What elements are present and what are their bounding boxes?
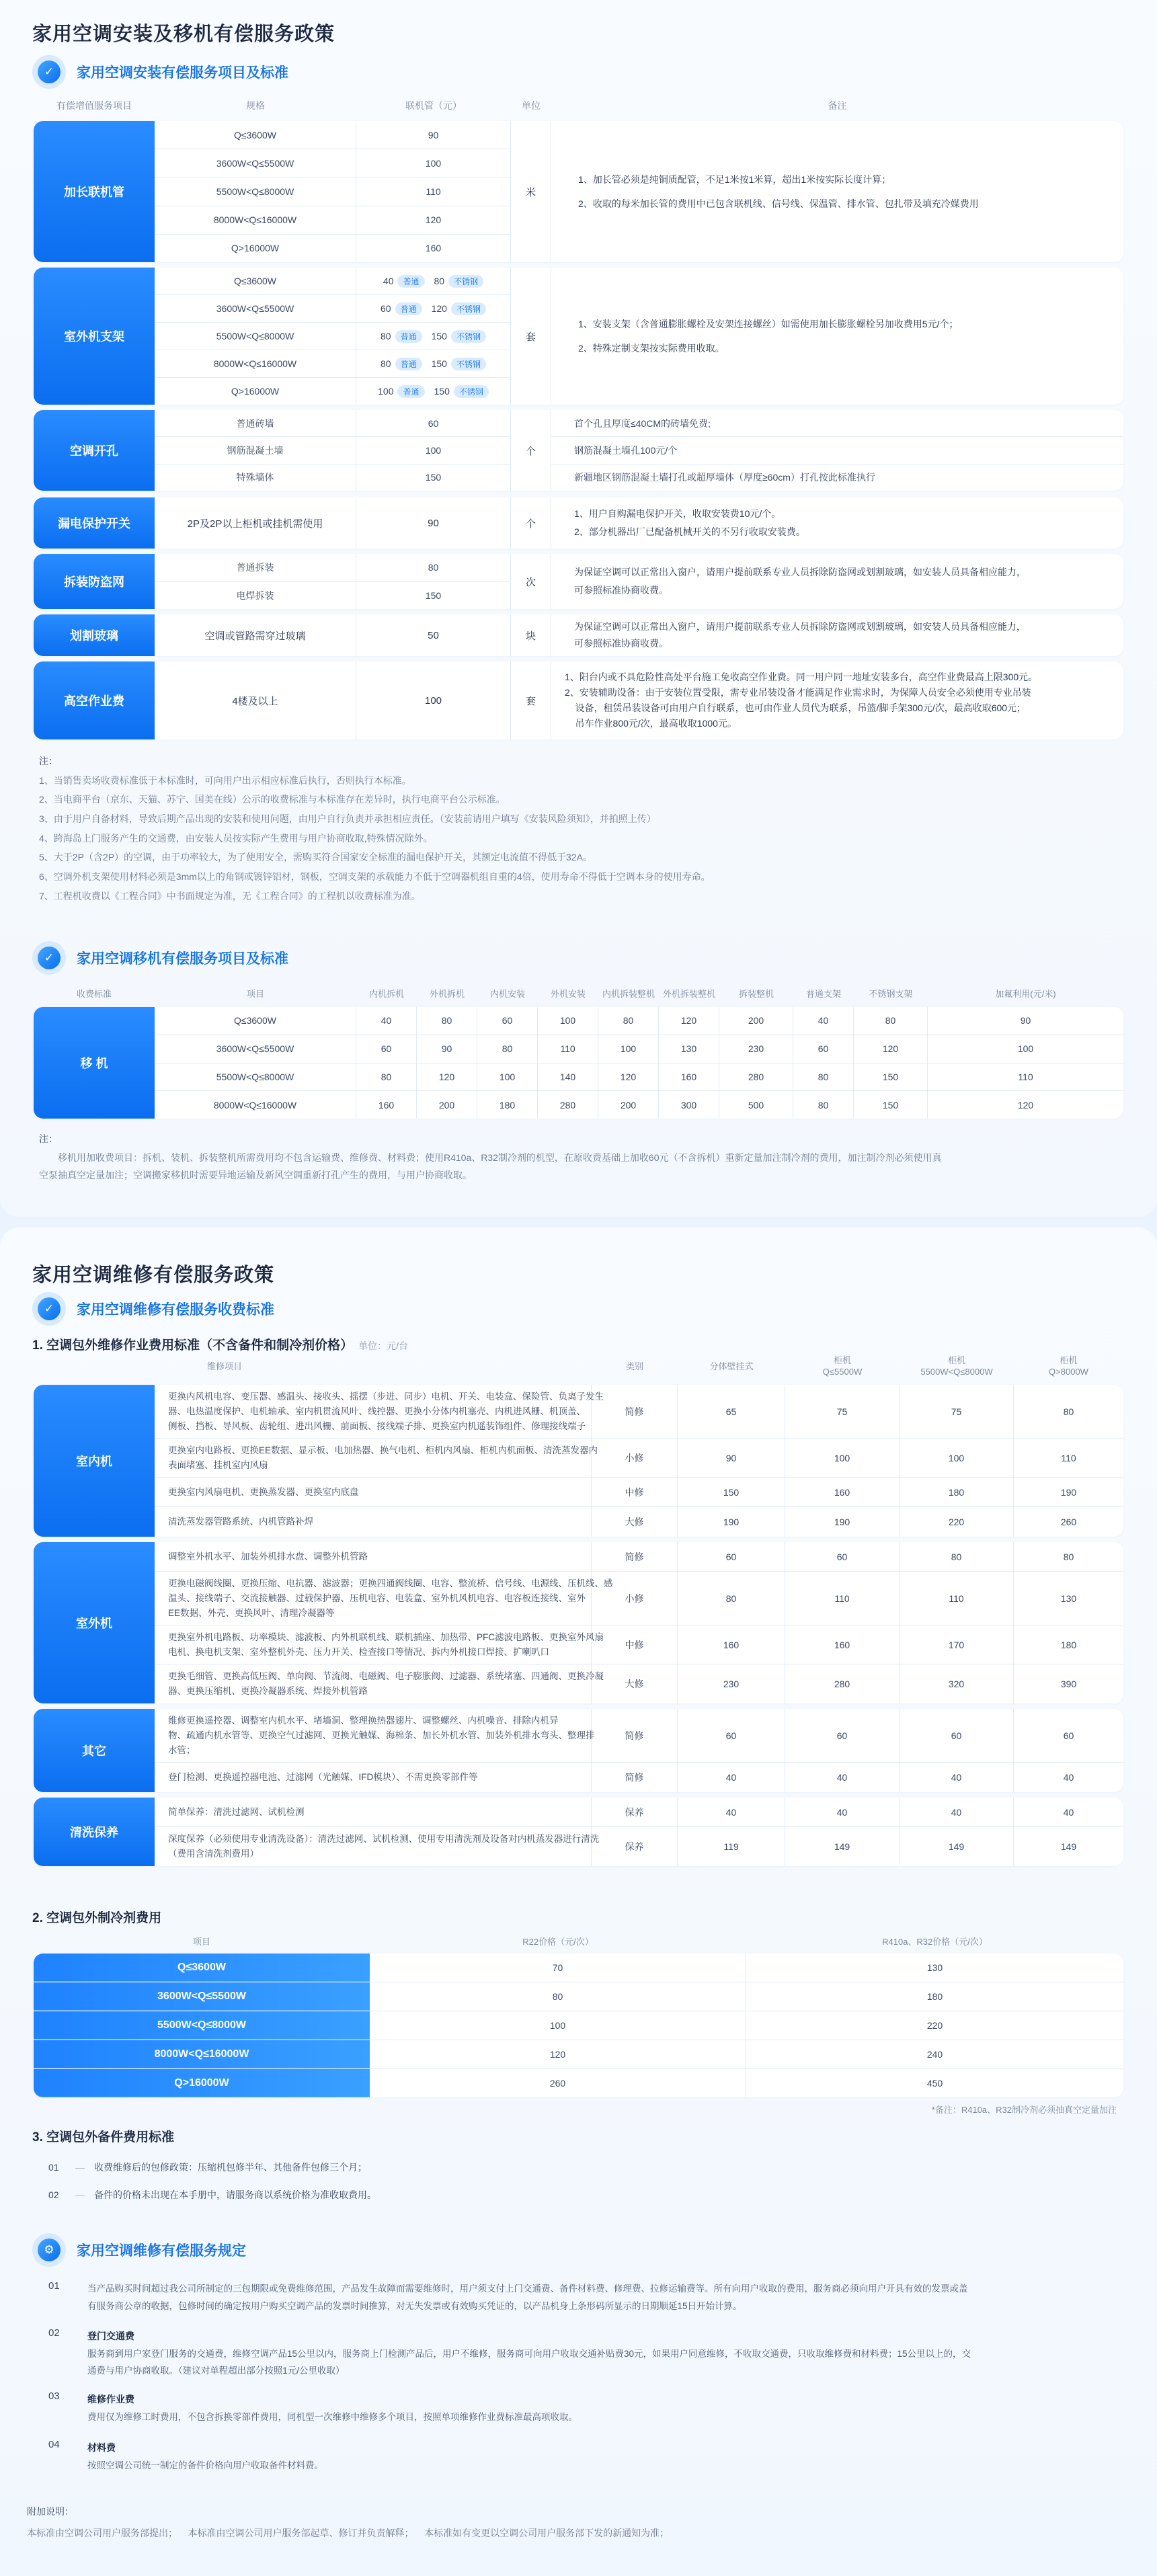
repair-sub3-title: 3. 空调包外备件费用标准 [32, 2130, 175, 2144]
bracket-price-normal: 80 [381, 331, 391, 341]
bracket-row [155, 378, 511, 405]
move-cell: 120 [598, 1063, 659, 1091]
move-cell: 60 [356, 1035, 417, 1063]
move-cell: 100 [477, 1063, 538, 1091]
rule-number: 03 [48, 2390, 60, 2402]
refrigerant-spec: 3600W<Q≤5500W [34, 1982, 370, 2011]
move-cell: 40 [793, 1007, 854, 1035]
repair-row [155, 1478, 1123, 1507]
repair-price: 40 [785, 1798, 900, 1826]
tag-normal: 普通 [397, 275, 424, 288]
refrigerant-r22: 260 [370, 2069, 746, 2097]
repair-price: 180 [1060, 1639, 1077, 1650]
rule-line: 当产品购买时间超过我公司所制定的三包期限或免费维修范围，产品发生故障而需要维修时，用户须支付上门交通费、备件材料费、修理费、拉修运输费等。所有向用户收取的费用，服务商必须向用户开具有效的发票或盖 [87, 2284, 968, 2294]
repair-price: 160 [785, 1625, 900, 1664]
repair-price: 60 [1063, 1730, 1074, 1741]
refrigerant-spec: Q>16000W [34, 2069, 370, 2097]
bracket-spec: 5500W<Q≤8000W [155, 323, 356, 350]
rule-item [48, 2280, 1124, 2315]
repair-item-line: 温头、接线端子、交流接触器、过载保护器、压机电容、电装盒、室外机风机电容、电容板连接线、室外 [168, 1593, 586, 1603]
repair-item [155, 1798, 592, 1826]
move-cell: 200 [598, 1091, 659, 1119]
repair-category: 保养 [592, 1798, 678, 1826]
repair-item [155, 1625, 604, 1664]
rule-title: 材料费 [87, 2442, 116, 2453]
refrigerant-row [34, 1982, 1123, 2011]
repair-price: 40 [1063, 1806, 1074, 1818]
tag-steel: 不锈钢 [454, 385, 489, 398]
bracket-price-steel: 150 [431, 331, 447, 341]
move-cell: 180 [477, 1091, 538, 1119]
repair-price: 190 [678, 1507, 785, 1537]
move-header-cell: 普通支架 [805, 988, 841, 999]
repair-price: 190 [785, 1507, 900, 1537]
move-header-cell: 外机安装 [550, 988, 586, 999]
move-cell: 5500W<Q≤8000W [155, 1063, 356, 1091]
repair-item-line: 更换电磁阀线圈、更换压缩、电抗器、滤波器；更换四通阀线圈、电容、整流桥、信号线、电源线、压机线、感 [168, 1578, 613, 1588]
install-table-header: 有偿增值服务项目 规格 联机管（元） 单位 备注 [56, 100, 847, 111]
repair-item [155, 1664, 604, 1703]
repair-item [155, 1385, 604, 1438]
bracket-row [155, 295, 511, 323]
move-cell: 280 [719, 1063, 793, 1091]
move-cell: 120 [1017, 1099, 1034, 1111]
move-cell: 140 [538, 1063, 598, 1091]
move-cell: 60 [477, 1007, 538, 1035]
move-cell: 100 [1017, 1043, 1034, 1055]
repair-item-line: 调整室外机水平、加装外机排水盘、调整外机管路 [168, 1551, 368, 1562]
repair-price: 40 [900, 1798, 1014, 1826]
move-cell: 100 [538, 1007, 598, 1035]
move-cell: 120 [659, 1007, 719, 1035]
repair-item-line: 更换室外机电路板、功率模块、滤波板、内外机联机线、联机插座、加热带、PFC滤波电路板、更换室外风扇 [168, 1632, 604, 1642]
refrigerant-row [34, 1954, 1123, 1982]
repair-price: 80 [900, 1542, 1014, 1571]
repair-item [155, 1709, 595, 1762]
bracket-spec: 8000W<Q≤16000W [155, 350, 356, 377]
repair-row [155, 1507, 1123, 1537]
repair-row [155, 1664, 1123, 1703]
repair-price: 119 [678, 1827, 785, 1866]
repair-item [155, 1572, 613, 1625]
refrigerant-spec: 8000W<Q≤16000W [34, 2040, 370, 2068]
repair-item-line: 清洗蒸发器管路系统、内机管路补焊 [168, 1517, 313, 1527]
repair-price: 75 [900, 1385, 1014, 1438]
refrigerant-row [34, 2011, 1123, 2040]
repair-price: 160 [785, 1478, 900, 1506]
repair-price: 149 [785, 1827, 900, 1866]
repair-group-label: 室内机 [34, 1385, 155, 1537]
move-cell: 130 [659, 1035, 719, 1063]
repair-price: 150 [678, 1478, 785, 1506]
refrigerant-r410: 220 [926, 2020, 943, 2031]
repair-price: 180 [900, 1478, 1014, 1506]
repair-row [155, 1798, 1123, 1827]
repair-group [34, 1542, 1123, 1703]
move-table-header [34, 983, 1123, 1003]
repair-price: 90 [678, 1439, 785, 1477]
repair-item-line: 器、更换压缩机、更换冷凝器系统、焊接外机管路 [168, 1686, 368, 1696]
repair-row [155, 1827, 1123, 1866]
tag-steel: 不锈钢 [451, 330, 486, 343]
repair-row [155, 1542, 1123, 1572]
refrigerant-table [34, 1954, 1123, 2097]
rule-item [48, 2439, 1124, 2474]
repair-price: 100 [900, 1439, 1014, 1477]
repair-title: 家用空调维修有偿服务政策 [32, 1264, 275, 1286]
rule-line: 通费与用户协商收取。（建议对单程超出部分按照1元/公里收取） [87, 2366, 345, 2376]
repair-price: 149 [1060, 1841, 1077, 1852]
repair-category: 中修 [592, 1478, 678, 1506]
move-cell: 300 [659, 1091, 719, 1119]
move-cell: 80 [356, 1063, 417, 1091]
repair-price: 60 [900, 1709, 1014, 1762]
repair-item-line: 侧板、挡板、导风板、齿轮组、进出风栅、前面板、接线端子排、更换室内机遥装饰组件、修理接线端子 [168, 1420, 586, 1431]
repair-item-line: 更换毛细管、更换高低压阀、单向阀、节流阀、电磁阀、电子膨胀阀、过滤器、系统堵塞、四通阀、更换冷凝 [168, 1671, 604, 1681]
move-header-cell: 内机拆机 [368, 988, 404, 999]
repair-item [155, 1478, 592, 1506]
repair-item-line: 水管； [168, 1744, 196, 1755]
repair-item-line: 维修更换遥控器、调整室内机水平、堵墙洞、整理换热器翅片、调整螺丝、内机噪音、排除内机异 [168, 1715, 559, 1726]
move-cell: 120 [854, 1035, 928, 1063]
move-cell: 500 [719, 1091, 793, 1119]
repair-item-line: 登门检测、更换遥控器电池、过滤网（光触媒、IFD模块）、不需更换零部件等 [168, 1772, 478, 1782]
group-bracket: 室外机支架 Q≤3600W 40 普通 80 不锈钢 3600W<Q≤5500W 60 普通 120 不锈钢 5500W<Q≤8000W 80 普通 150 不锈钢 8000W<Q≤16000W 80 普通 150 不锈钢 Q>16000W 100 普通 150 不锈钢 套 1、安装支架（含普通膨胀螺栓及安架连接螺丝）如需使用加长膨胀螺栓另加收费用5元/个； 2、特殊定制支架按实际费用收取。 [34, 268, 1123, 405]
bracket-spec: Q>16000W [155, 378, 356, 405]
gear-icon: ⚙ [32, 2233, 66, 2267]
repair-category: 大修 [592, 1664, 678, 1703]
group-height-work: 高空作业费 4楼及以上 100 套 1、阳台内或不具危险性高处平台施工免收高空作业费。同一用户同一地址安装多台，高空作业费最高上限300元。 2、安装辅助设备：由于安装位置受限，需专业吊装设备才能满足作业需求时，为保障人员安全必须使用专业吊装 设备，租赁吊装设备可由用户自行联系，也可由作业人员代为联系，吊篮/脚手架300元/次，最高收取600元； 吊车作业800元/次，最高收取1000元。 [34, 661, 1123, 739]
move-cell: 60 [793, 1035, 854, 1063]
bracket-row [155, 268, 511, 295]
repair-item-line: （费用含清洗剂费用） [168, 1849, 259, 1859]
bracket-price-normal: 100 [378, 386, 394, 397]
bracket-spec: Q≤3600W [155, 268, 356, 294]
repair-item-line: 更换室内电路板、更换EE数据、显示板、电加热器、换气电机、柜机内风扇、柜机内机面板、清洗蒸发器内 [168, 1445, 598, 1455]
bracket-prices [356, 295, 511, 322]
move-cell: Q≤3600W [155, 1007, 356, 1035]
repair-row [155, 1439, 1123, 1478]
tag-steel: 不锈钢 [451, 358, 486, 370]
repair-group [34, 1385, 1123, 1537]
rule-number: 02 [48, 2327, 60, 2339]
repair-group-label: 其它 [34, 1709, 155, 1792]
bracket-spec: 3600W<Q≤5500W [155, 295, 356, 322]
tag-normal: 普通 [397, 385, 424, 398]
appendix-title: 附加说明： [27, 2506, 74, 2517]
move-header-cell: 加氟利用(元/米) [995, 988, 1056, 999]
repair-row [155, 1763, 1123, 1792]
repair-price: 100 [785, 1439, 900, 1477]
repair-price: 190 [1060, 1486, 1077, 1498]
repair-row [155, 1625, 1123, 1664]
refrigerant-r410: 130 [926, 1962, 943, 1973]
bracket-price-steel: 150 [434, 386, 450, 397]
bracket-price-steel: 150 [431, 358, 447, 369]
bracket-row [155, 323, 511, 350]
move-cell: 80 [854, 1007, 928, 1035]
repair-item-line: 更换室内风扇电机、更换蒸发器、更换室内底盘 [168, 1486, 359, 1497]
move-notes: 注： 移机用加收费项目：拆机、装机、拆装整机所需费用均不包含运输费、维修费、材料费；使用R410a、R32制冷剂的机型，在原收费基础上加收60元（不含拆机）重新定量加注制冷剂的费用，加注制冷剂必须使用真 空泵抽真空定量加注；空调搬家移机时需要异地运输及新风空调重新打孔产生的费用，与用户协商收取。 [39, 1133, 942, 1181]
parts-list: 01 — 收费维修后的包修政策：压缩机包修半年、其他备件包修三个月； 02 — 备件的价格未出现在本手册中，请服务商以系统价格为准收取费用。 [48, 2162, 376, 2200]
repair-price: 60 [678, 1542, 785, 1571]
move-cell: 80 [477, 1035, 538, 1063]
rule-number: 01 [48, 2280, 60, 2292]
refrigerant-header: 项目 R22价格（元/次） R410a、R32价格（元/次） [192, 1936, 988, 1947]
repair-price: 40 [678, 1798, 785, 1826]
repair-price: 40 [1063, 1772, 1074, 1783]
repair-row [155, 1572, 1123, 1625]
repair-item [155, 1827, 600, 1866]
move-cell: 120 [417, 1063, 477, 1091]
repair-price: 110 [785, 1572, 900, 1625]
repair-price: 60 [785, 1542, 900, 1571]
refrigerant-r410: 180 [926, 1991, 943, 2002]
shield-icon: ✓ [32, 55, 66, 89]
bracket-prices [356, 323, 511, 350]
section-header-install: ✓ 家用空调安装有偿服务项目及标准 [32, 54, 288, 90]
repair-group [34, 1709, 1123, 1792]
repair-item-line: 深度保养（必须使用专业清洗设备）：清洗过滤网、试机检测、使用专用清洗剂及设备对内机蒸发器进行清洗 [168, 1834, 600, 1844]
repair-price: 80 [1063, 1406, 1074, 1417]
bracket-prices [356, 378, 511, 405]
move-cell: 80 [598, 1007, 659, 1035]
bracket-prices [356, 268, 511, 294]
repair-price: 170 [900, 1625, 1014, 1664]
tag-normal: 普通 [395, 303, 422, 315]
move-cell: 200 [719, 1007, 793, 1035]
repair-category: 简修 [592, 1542, 678, 1571]
repair-price: 80 [678, 1572, 785, 1625]
repair-price: 75 [785, 1385, 900, 1438]
repair-price: 60 [678, 1709, 785, 1762]
move-row [155, 1091, 1123, 1119]
move-cell: 90 [417, 1035, 477, 1063]
move-cell: 80 [793, 1091, 854, 1119]
repair-item-line: 更换内风机电容、变压器、感温头、接收头、摇摆（步进、同步）电机、开关、电装盒、保险管、负离子发生 [168, 1391, 604, 1402]
shield-icon: ✓ [32, 941, 66, 975]
repair-price: 65 [678, 1385, 785, 1438]
move-cell: 80 [793, 1063, 854, 1091]
refrigerant-r22: 100 [370, 2011, 746, 2040]
repair-price: 320 [900, 1664, 1014, 1703]
group-glass: 划割玻璃 空调或管路需穿过玻璃 50 块 为保证空调可以正常出入窗户，请用户提前联系专业人员拆除防盗网或划割玻璃，如安装人员具备相应能力， 可参照标准协商收费。 [34, 614, 1123, 656]
rule-number: 04 [48, 2439, 60, 2450]
page-title: 家用空调安装及移机有偿服务政策 [32, 24, 335, 45]
group-move: 移 机 Q≤3600W 40 80 60 100 80 120 200 40 80 90 3600W<Q≤5500W 60 90 80 110 100 130 230 60 120 100 5500W<Q≤8000W 80 120 100 140 120 160 280 80 150 110 8000W<Q≤16000W 160 200 180 280 200 300 500 80 150 120 [34, 1007, 1123, 1119]
repair-item [155, 1439, 598, 1477]
repair-row [155, 1709, 1123, 1763]
group-pipe: 加长联机管 Q≤3600W 90 3600W<Q≤5500W 100 5500W<Q≤8000W 110 8000W<Q≤16000W 120 Q>16000W 160 米 1、加长管必须是纯铜质配管，不足1米按1米算，超出1米按实际长度计算； 2、收取的每米加长管的费用中已包含联机线、信号线、保温管、排水管、包扎带及填充冷媒费用 [34, 121, 1123, 262]
repair-price: 230 [678, 1664, 785, 1703]
move-cell: 150 [854, 1063, 928, 1091]
refrigerant-r410: 450 [926, 2078, 943, 2089]
rule-line: 按照空调公司统一制定的备件价格向用户收取备件材料费。 [87, 2460, 323, 2470]
move-cell: 200 [417, 1091, 477, 1119]
repair-price: 110 [1061, 1452, 1076, 1463]
repair-row [155, 1385, 1123, 1439]
refrigerant-r22: 80 [370, 1982, 746, 2011]
repair-category: 简修 [592, 1763, 678, 1792]
section-header-move: ✓ 家用空调移机有偿服务项目及标准 [32, 940, 288, 976]
bracket-price-steel: 120 [431, 303, 447, 314]
repair-sub1-title: 1. 空调包外维修作业费用标准（不含备件和制冷剂价格） 单位：元/台 [32, 1338, 409, 1353]
move-header-cell: 外机拆装整机 [662, 988, 715, 999]
refrigerant-footnote: *备注：R410a、R32制冷剂必须抽真空定量加注 [931, 2105, 1117, 2115]
move-header-cell: 外机拆机 [429, 988, 465, 999]
move-cell: 230 [719, 1035, 793, 1063]
move-cell: 110 [1018, 1071, 1033, 1082]
refrigerant-spec: Q≤3600W [34, 1954, 370, 1982]
rule-line: 有服务商公章的收据，包修时间的确定按用户购买空调产品的发票时间推算，对无失发票或有效购买凭证的，以产品机身上条形码所显示的日期顺延15日开始计算。 [87, 2300, 742, 2311]
group-hole: 空调开孔 普通砖墙 60 钢筋混凝土墙 100 特殊墙体 150 个 首个孔且厚度≤40CM的砖墙免费; 钢筋混凝土墙孔100元/个 新疆地区钢筋混凝土墙打孔或超厚墙体（厚度≥60cm）打孔按此标准执行 [34, 410, 1123, 491]
repair-item [155, 1542, 592, 1571]
rule-line: 费用仅为维修工时费用，不包含拆换零部件费用，同机型一次维修中维修多个项目，按照单项维修作业费标准最高项收取。 [87, 2411, 577, 2422]
move-header-cell: 拆装整机 [738, 988, 774, 999]
bracket-price-steel: 80 [434, 276, 445, 286]
repair-price: 220 [900, 1507, 1014, 1537]
repair-item-line: 电机、换电机支架、室外整机外壳、压力开关、检查接口等情况、拆内外机接口焊接、扩喇叭口 [168, 1646, 549, 1657]
repair-category: 中修 [592, 1625, 678, 1664]
move-row [155, 1007, 1123, 1035]
refrigerant-r22: 70 [370, 1954, 746, 1982]
tag-normal: 普通 [395, 358, 422, 370]
repair-price: 160 [678, 1625, 785, 1664]
repair-price: 40 [900, 1763, 1014, 1792]
bracket-row [155, 350, 511, 378]
repair-category: 大修 [592, 1507, 678, 1537]
bracket-price-normal: 40 [383, 276, 394, 286]
repair-item [155, 1763, 592, 1792]
install-notes: 注： 1、当销售卖场收费标准低于本标准时，可向用户出示相应标准后执行，否则执行本标准。 2、当电商平台（京东、天猫、苏宁、国美在线）公示的收费标准与本标准存在差异时，执行电商平台公示标准。 3、由于用户自备材料，导致后期产品出现的安装和使用问题，由用户自行负责并承担相应责任。（安装前请用户填写《安装风险须知》，并拍照上传） 4、跨海岛上门服务产生的交通费，由安装人员按实际产生费用与用户协商收取,特殊情况除外。 5、大于2P（含2P）的空调，由于功率较大，为了使用安全，需购买符合国家安全标准的漏电保护开关，其额定电流值不得低于32A。 6、空调外机支架使用材料必须是3mm以上的角钢或镀锌铝材，钢板，空调支架的承载能力不低于空调器机组自重的4倍，使用寿命不得低于空调本身的使用寿命。 7、工程机收费以《工程合同》中书面规定为准，无《工程合同》的工程机以收费标准为准。 [39, 756, 711, 901]
bracket-price-normal: 60 [381, 303, 391, 314]
repair-item-line: EE数据、外壳、更换风叶、清理冷凝器等 [168, 1607, 335, 1618]
repair-price: 60 [785, 1709, 900, 1762]
shield-icon: ✓ [32, 1292, 66, 1326]
rule-title: 维修作业费 [87, 2394, 134, 2405]
repair-price: 40 [785, 1763, 900, 1792]
rule-item [48, 2390, 1124, 2425]
repair-price: 130 [1060, 1593, 1077, 1604]
move-header-cell: 项目 [246, 988, 264, 999]
repair-price: 80 [1063, 1551, 1074, 1562]
move-header-cell: 内机安装 [489, 988, 525, 999]
tag-steel: 不锈钢 [448, 275, 483, 288]
move-cell: 110 [538, 1035, 598, 1063]
move-header-cell: 内机拆装整机 [602, 988, 655, 999]
bracket-prices [356, 350, 511, 377]
refrigerant-r22: 120 [370, 2040, 746, 2068]
repair-category: 简修 [592, 1385, 678, 1438]
section-header-repair: ✓ 家用空调维修有偿服务收费标准 [32, 1291, 274, 1327]
rule-item [48, 2327, 1124, 2380]
repair-item [155, 1507, 592, 1537]
repair-group-label: 室外机 [34, 1542, 155, 1703]
repair-category: 简修 [592, 1709, 678, 1762]
repair-price: 149 [900, 1827, 1014, 1866]
repair-group-label: 清洗保养 [34, 1798, 155, 1866]
move-cell: 90 [1020, 1015, 1031, 1027]
move-header-cell: 不锈钢支架 [869, 988, 913, 999]
repair-item-line: 物、疏通内机水管等、更换空气过滤网、更换光触媒、海棉条、加长外机水管、加装外机排水弯头、整理排 [168, 1730, 595, 1740]
move-cell: 80 [417, 1007, 477, 1035]
repair-price: 390 [1060, 1679, 1077, 1689]
section-header-rules: ⚙ 家用空调维修有偿服务规定 [32, 2232, 246, 2268]
tag-steel: 不锈钢 [451, 303, 486, 315]
repair-item-line: 器、电热温度保护、电机轴承、室内机贯流风叶、线控器、更换小分体内机塞壳、内机进风栅、机顶盖、 [168, 1406, 586, 1416]
repair-sub2-title: 2. 空调包外制冷剂费用 [32, 1911, 162, 1925]
move-cell: 40 [356, 1007, 417, 1035]
refrigerant-row [34, 2040, 1123, 2069]
repair-item-line: 简单保养：清洗过滤网、试机检测 [168, 1806, 305, 1817]
repair-price: 40 [678, 1763, 785, 1792]
group-security-window: 拆装防盗网 普通拆装 80 电焊拆装 150 次 为保证空调可以正常出入窗户，请用户提前联系专业人员拆除防盗网或划割玻璃，如安装人员具备相应能力， 可参照标准协商收费。 [34, 554, 1123, 609]
tag-normal: 普通 [395, 330, 422, 343]
move-cell: 160 [356, 1091, 417, 1119]
appendix-text: 本标准由空调公司用户服务部提出； 本标准由空调公司用户服务部起草、修订并负责解释； 本标准如有变更以空调公司用户服务部下发的新通知为准； [27, 2528, 670, 2538]
refrigerant-row [34, 2069, 1123, 2097]
refrigerant-spec: 5500W<Q≤8000W [34, 2011, 370, 2040]
repair-category: 小修 [592, 1572, 678, 1625]
repair-item-line: 表面堵塞、挂机室内风扇 [168, 1459, 268, 1470]
repair-table-header: 维修项目 类别 分体壁挂式 柜机 Q≤5500W 柜机 5500W<Q≤8000W 柜机 Q>8000W [207, 1355, 1088, 1377]
rule-title: 登门交通费 [87, 2331, 134, 2341]
move-cell: 3600W<Q≤5500W [155, 1035, 356, 1063]
move-cell: 280 [538, 1091, 598, 1119]
move-cell: 8000W<Q≤16000W [155, 1091, 356, 1119]
repair-price: 280 [785, 1664, 900, 1703]
move-header-cell: 收费标准 [76, 988, 112, 999]
move-cell: 150 [854, 1091, 928, 1119]
move-row [155, 1035, 1123, 1063]
repair-price: 260 [1060, 1517, 1077, 1527]
move-cell: 160 [659, 1063, 719, 1091]
repair-category: 保养 [592, 1827, 678, 1866]
bracket-price-normal: 80 [381, 358, 391, 369]
refrigerant-r410: 240 [926, 2049, 943, 2060]
repair-category: 小修 [592, 1439, 678, 1477]
move-row [155, 1063, 1123, 1092]
rule-line: 服务商到用户家登门服务的交通费，维修空调产品15公里以内，服务商上门检测产品后，用户不维修，服务商可向用户收取交通补贴费30元，如果用户同意维修，不收取交通费，只收取维修费和材料费；15公里以上的，交 [87, 2348, 971, 2359]
group-switch: 漏电保护开关 2P及2P以上柜机或挂机需使用 90 个 1、用户自购漏电保护开关，收取安装费10元/个。 2、部分机器出厂已配备机械开关的不另行收取安装费。 [34, 497, 1123, 549]
repair-price: 110 [900, 1572, 1014, 1625]
move-cell: 100 [598, 1035, 659, 1063]
repair-group [34, 1798, 1123, 1866]
